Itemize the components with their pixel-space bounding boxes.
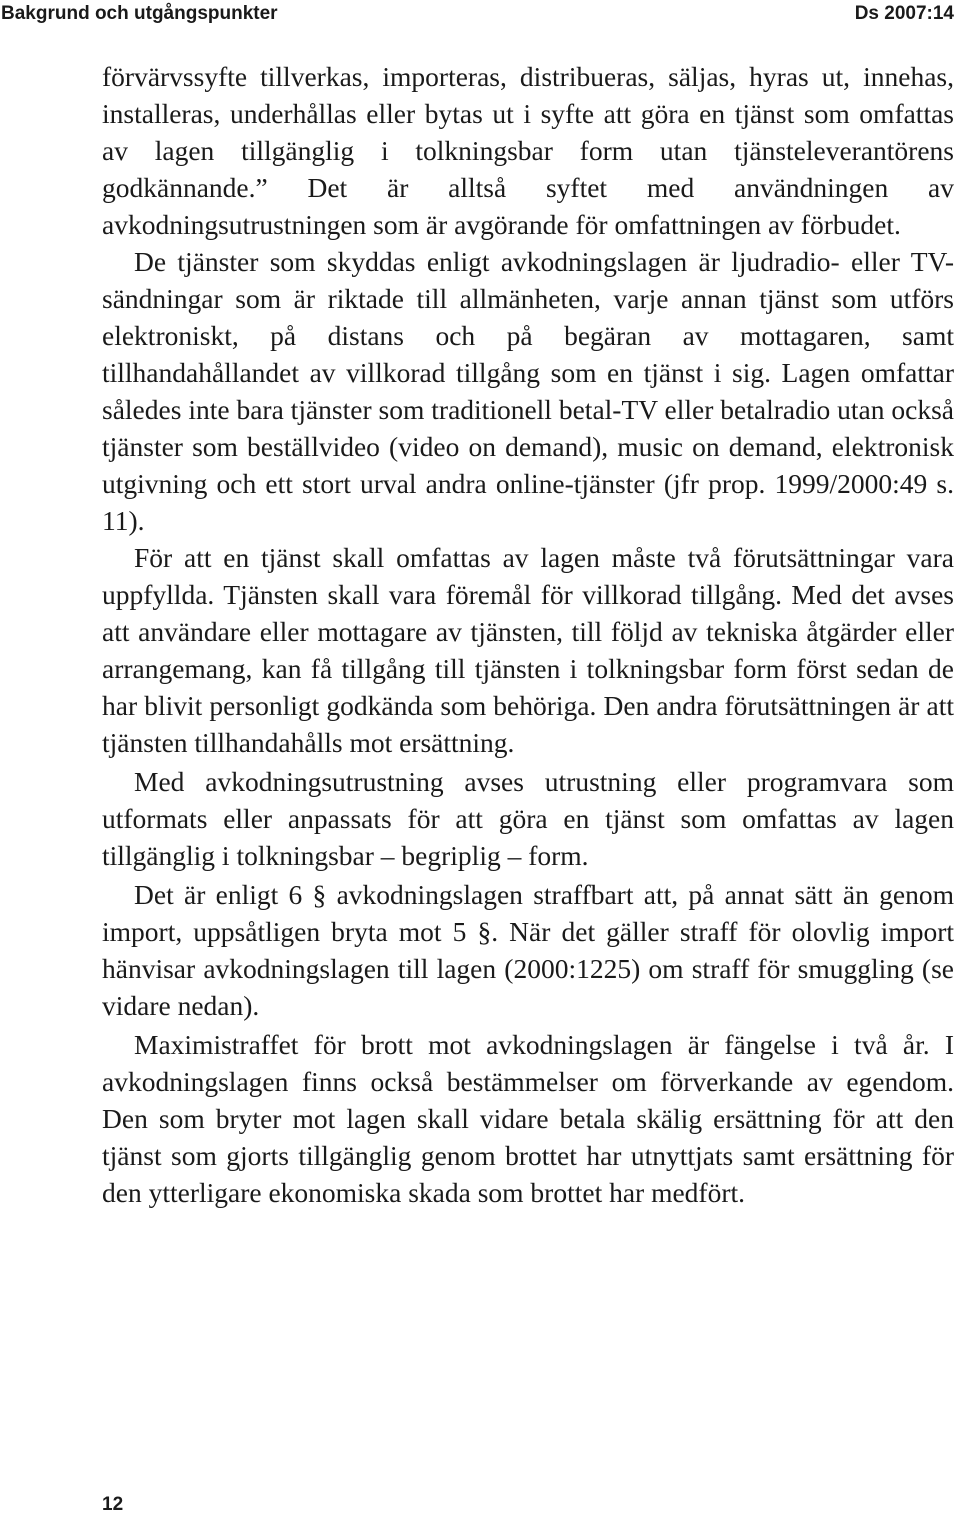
body-text	[102, 58, 954, 1211]
paragraph-penalties: Det är enligt 6 § avkodningslagen straffbart att, på annat sätt än genom import, uppsåtligen bryta mot 5 §. När det gäller straff för olovlig import hänvisar avkodningslagen till lagen (2000:1225) om straff för smuggling (se vidare nedan).	[102, 879, 954, 1021]
page-number: 12	[102, 1494, 124, 1515]
paragraph-decoding-equipment: Med avkodningsutrustning avses utrustning eller programvara som utformats eller anpassats för att göra en tjänst som omfattas av lagen tillgänglig i tolkningsbar – begriplig – form.	[102, 766, 954, 871]
paragraph-protected-services: De tjänster som skyddas enligt avkodningslagen är ljudradio- eller TV-sändningar som är riktade till allmänheten, varje annan tjänst som utförs elektroniskt, på distans och på begäran av mottagaren, samt tillhandahållandet av villkorad tillgång som en tjänst i sig. Lagen omfattar således inte bara tjänster som traditionell betal-TV eller betalradio utan också tjänster som beställvideo (video on demand), music on demand, elektronisk utgivning och ett stort urval andra online-tjänster (jfr prop. 1999/2000:49 s. 11).	[102, 246, 954, 536]
paragraph-conditions: För att en tjänst skall omfattas av lagen måste två förutsättningar vara uppfyllda. Tjänsten skall vara föremål för villkorad tillgång. Med det avses att användare eller mottagare av tjänsten, till följd av tekniska åtgärder eller arrangemang, kan få tillgång till tjänsten i tolkningsbar form först sedan de har blivit personligt godkända som behöriga. Den andra förutsättningen är att tjänsten tillhandahålls mot ersättning.	[102, 542, 954, 758]
running-header	[0, 0, 960, 30]
document-reference: Ds 2007:14	[854, 3, 954, 24]
paragraph-maximum-penalty: Maximistraffet för brott mot avkodningslagen är fängelse i två år. I avkodningslagen finns också bestämmelser om förverkande av egendom. Den som bryter mot lagen skall vidare betala skälig ersättning för att den tjänst som gjorts tillgänglig genom brottet har utnyttjats samt ersättning för den ytterligare ekonomiska skada som brottet har medfört.	[102, 1029, 954, 1208]
paragraph-continuation: förvärvssyfte tillverkas, importeras, distribueras, säljas, hyras ut, innehas, installeras, underhållas eller bytas ut i syfte att göra en tjänst som omfattas av lagen tillgänglig i tolkningsbar form utan tjänsteleverantörens godkännande.” Det är alltså syftet med användningen av avkodningsutrustningen som är avgörande för omfattningen av förbudet.	[102, 61, 954, 240]
chapter-title: Bakgrund och utgångspunkter	[1, 3, 278, 24]
